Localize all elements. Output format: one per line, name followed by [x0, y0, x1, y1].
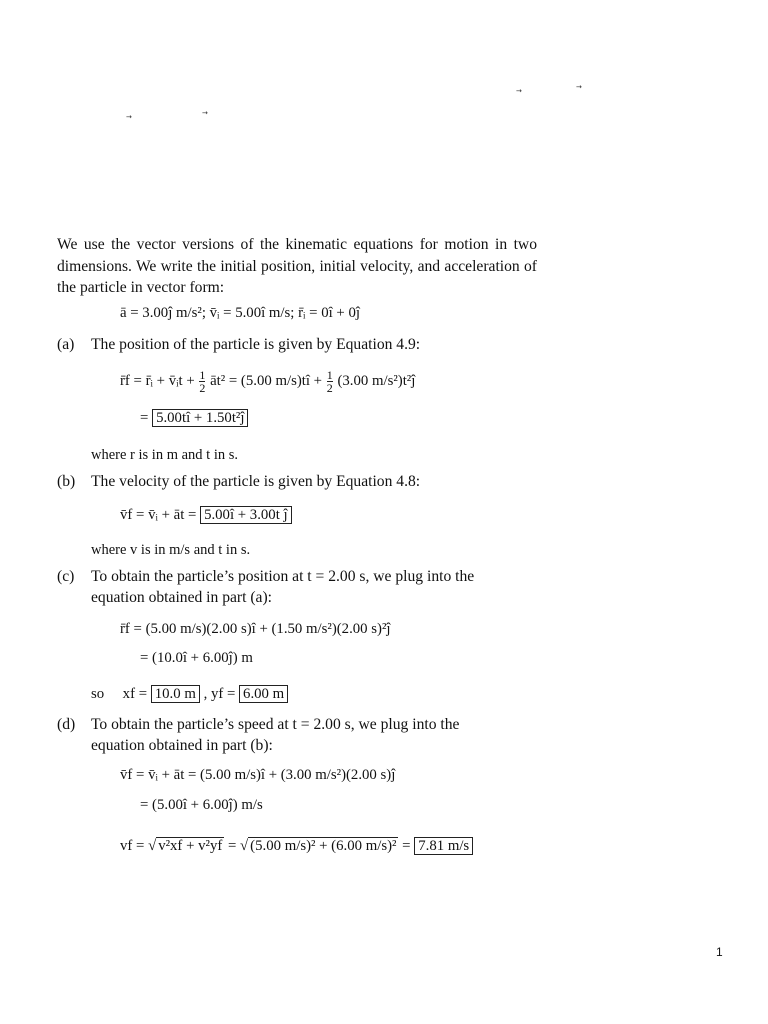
boxed-answer: 5.00î + 3.00t ĵ: [200, 506, 292, 524]
boxed-answer: 10.0 m: [151, 685, 200, 703]
part-d-equation-2: = (5.00î + 6.00ĵ) m/s: [140, 797, 263, 813]
part-d-line-1: To obtain the particle’s speed at t = 2.00 s, we plug into the: [91, 716, 460, 733]
fraction-half: [199, 369, 205, 394]
eq-segment: (3.00 m/s²)t²ĵ: [337, 372, 416, 389]
boxed-answer: 7.81 m/s: [414, 837, 473, 855]
eq-segment: āt² = (5.00 m/s)tî +: [210, 372, 323, 389]
sqrt-symbol: √: [240, 838, 249, 854]
equals-sign: =: [140, 410, 149, 426]
fraction-den: 2: [326, 381, 333, 395]
sqrt-radicand: (5.00 m/s)² + (6.00 m/s)²: [250, 838, 397, 854]
page-number: 1: [716, 945, 723, 959]
stray-arrow-mark: →: [516, 87, 522, 95]
part-a-equation-2: [140, 410, 248, 427]
fraction-half: [327, 369, 333, 394]
so-word: so: [91, 686, 105, 702]
equals-sign: =: [227, 838, 237, 854]
part-c-equation-1: r̄f = (5.00 m/s)(2.00 s)î + (1.50 m/s²)(2.00 s)²ĵ: [120, 621, 391, 637]
xf-label: xf =: [122, 686, 148, 702]
eq-segment: r̄f = r̄ᵢ + v̄ᵢt +: [120, 372, 195, 389]
yf-label: , yf =: [203, 686, 236, 702]
part-b-heading: The velocity of the particle is given by Equation 4.8:: [91, 473, 421, 490]
part-d-label: (d): [57, 716, 76, 733]
sqrt-radicand: v²xf + v²yf: [158, 838, 223, 854]
part-a-heading: The position of the particle is given by Equation 4.9:: [91, 336, 421, 353]
part-c-result: [91, 686, 288, 703]
stray-arrow-mark: →: [126, 113, 132, 121]
fraction-num: 1: [326, 368, 333, 382]
equals-sign: =: [402, 838, 411, 854]
part-c-equation-2: = (10.0î + 6.00ĵ) m: [140, 650, 253, 666]
part-a-label: (a): [57, 336, 75, 353]
part-a-note: where r is in m and t in s.: [91, 447, 238, 463]
intro-paragraph: We use the vector versions of the kinematic equations for motion in two dimensions. We write the initial position, initial velocity, and acceleration of the particle in vector form:: [57, 236, 537, 296]
part-b-label: (b): [57, 473, 76, 490]
part-d-line-2: equation obtained in part (b):: [91, 737, 273, 754]
fraction-num: 1: [199, 368, 206, 382]
part-c-line-1: To obtain the particle’s position at t = 2.00 s, we plug into the: [91, 568, 475, 585]
part-b-equation: [120, 507, 292, 524]
boxed-answer: 5.00tî + 1.50t²ĵ: [152, 409, 248, 427]
part-a-equation-1: [120, 369, 415, 394]
stray-arrow-mark: →: [576, 83, 582, 91]
sqrt-symbol: √: [148, 838, 157, 854]
eq-segment: vf =: [120, 838, 145, 854]
part-d-equation-1: v̄f = v̄ᵢ + āt = (5.00 m/s)î + (3.00 m/s²)(2.00 s)ĵ: [120, 767, 396, 783]
eq-segment: v̄f = v̄ᵢ + āt =: [120, 507, 197, 523]
part-b-note: where v is in m/s and t in s.: [91, 542, 251, 558]
part-d-equation-3: [120, 838, 473, 855]
part-c-label: (c): [57, 568, 75, 585]
boxed-answer: 6.00 m: [239, 685, 288, 703]
part-c-line-2: equation obtained in part (a):: [91, 589, 272, 606]
fraction-den: 2: [199, 381, 206, 395]
given-equation: ā = 3.00ĵ m/s²; v̄ᵢ = 5.00î m/s; r̄ᵢ = 0î + 0ĵ: [120, 305, 360, 321]
stray-arrow-mark: →: [202, 109, 208, 117]
